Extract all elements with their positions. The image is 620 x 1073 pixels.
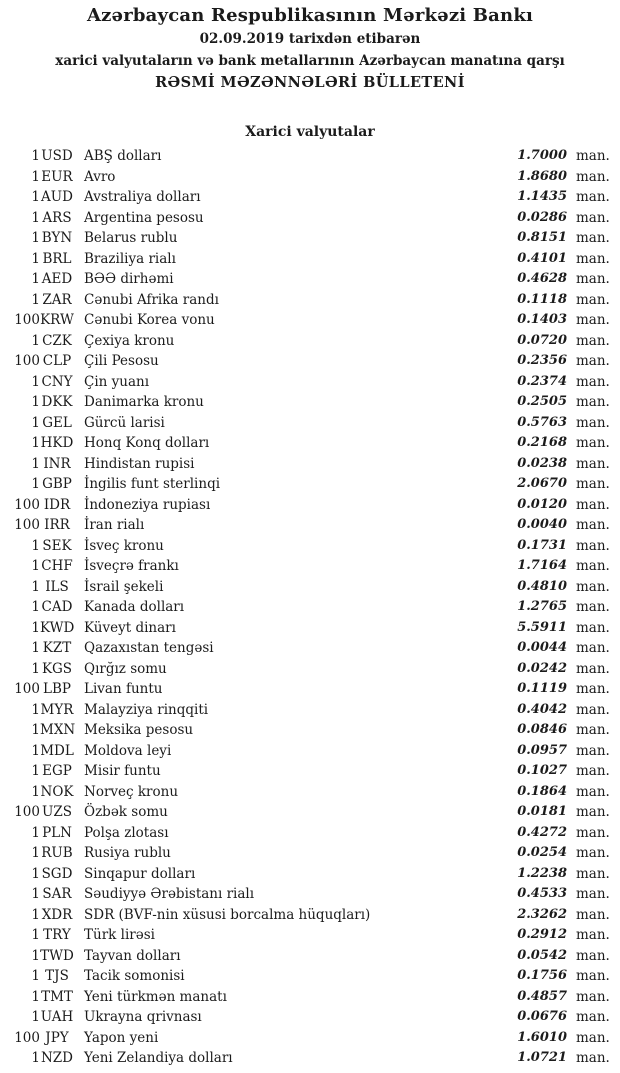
currency-row (0, 351, 620, 372)
section-title-foreign-currencies: Xarici valyutalar (245, 124, 375, 140)
currency-name: İran rialı (84, 517, 145, 533)
page-title: Azərbaycan Respublikasının Mərkəzi Bankı (86, 5, 534, 26)
unit-label: man. (576, 271, 610, 287)
currency-code: IDR (43, 496, 71, 513)
unit-label: man. (576, 722, 610, 738)
rate-value: 0.0238 (517, 455, 567, 471)
currency-row (0, 228, 620, 249)
currency-name: ABŞ dolları (84, 148, 162, 164)
unit-label: man. (576, 824, 610, 841)
currency-code: GEL (42, 414, 72, 431)
rate-value: 1.6010 (517, 1029, 567, 1045)
currency-code: GBP (42, 476, 72, 492)
rate-value: 0.4101 (517, 250, 567, 266)
currency-code: CZK (42, 332, 72, 349)
currency-quantity: 100 (14, 496, 40, 513)
currency-quantity: 1 (31, 701, 40, 718)
unit-label: man. (576, 250, 610, 267)
currency-row (0, 167, 620, 188)
currency-name: Malayziya rinqqiti (84, 701, 209, 718)
currency-quantity: 100 (14, 517, 40, 533)
rate-value: 1.1435 (517, 189, 567, 204)
rate-value: 0.0846 (517, 722, 567, 737)
currency-quantity: 1 (31, 250, 40, 267)
currency-name: Kanada dolları (84, 599, 185, 615)
rate-value: 0.1864 (517, 783, 567, 799)
rate-value: 1.8680 (517, 168, 567, 184)
bulletin-title: RƏSMİ MƏZƏNNƏLƏRİ BÜLLETENİ (155, 74, 465, 91)
unit-label: man. (576, 291, 610, 308)
rate-value: 0.0181 (517, 804, 567, 819)
currency-code: UAH (40, 1009, 74, 1025)
unit-label: man. (576, 742, 610, 759)
currency-row (0, 515, 620, 536)
rate-value: 1.2238 (517, 865, 567, 881)
currency-row (0, 966, 620, 987)
currency-quantity: 1 (31, 619, 40, 636)
unit-label: man. (576, 209, 610, 226)
currency-quantity: 1 (31, 168, 40, 185)
currency-quantity: 1 (31, 332, 40, 349)
currency-quantity: 1 (31, 640, 40, 656)
currency-name: Hindistan rupisi (84, 455, 195, 472)
currency-code: HKD (40, 435, 74, 451)
unit-label: man. (576, 1029, 610, 1046)
currency-name: Qazaxıstan tengəsi (84, 640, 214, 656)
currency-code: IRR (44, 517, 70, 533)
currency-code: USD (41, 148, 73, 164)
unit-label: man. (576, 558, 610, 574)
currency-quantity: 1 (31, 189, 40, 205)
rate-value: 0.4628 (517, 271, 567, 286)
currency-code: DKK (41, 394, 73, 410)
unit-label: man. (576, 394, 610, 410)
unit-label: man. (576, 1050, 610, 1066)
unit-label: man. (576, 906, 610, 923)
currency-name: Livan funtu (84, 681, 163, 697)
currency-quantity: 100 (14, 312, 40, 328)
unit-label: man. (576, 476, 610, 492)
currency-row (0, 659, 620, 680)
rate-value: 0.8151 (517, 230, 567, 245)
unit-label: man. (576, 927, 610, 943)
currency-row (0, 1007, 620, 1028)
currency-name: İndoneziya rupiası (84, 496, 211, 513)
currency-row (0, 454, 620, 475)
currency-name: Braziliya rialı (84, 250, 176, 267)
currency-quantity: 1 (31, 435, 40, 451)
rate-value: 0.0676 (517, 1009, 567, 1024)
currency-name: Gürcü larisi (84, 414, 165, 431)
currency-code: XDR (41, 906, 73, 923)
currency-code: TMT (41, 988, 73, 1005)
unit-label: man. (576, 373, 610, 390)
rate-value: 1.2765 (517, 599, 567, 614)
rate-value: 1.7000 (517, 148, 567, 163)
unit-label: man. (576, 599, 610, 615)
currency-name: Avstraliya dolları (84, 189, 201, 205)
currency-quantity: 1 (31, 906, 40, 923)
currency-code: CAD (41, 599, 73, 615)
unit-label: man. (576, 148, 610, 164)
unit-label: man. (576, 783, 610, 800)
currency-code: LBP (43, 681, 71, 697)
currency-quantity: 1 (31, 558, 40, 574)
currency-code: SAR (42, 886, 72, 902)
unit-label: man. (576, 865, 610, 882)
rate-value: 0.0044 (517, 640, 567, 655)
unit-label: man. (576, 660, 610, 677)
currency-row (0, 413, 620, 434)
currency-name: Yapon yeni (84, 1029, 159, 1046)
currency-quantity: 1 (31, 824, 40, 841)
currency-row (0, 187, 620, 208)
currency-quantity: 1 (31, 742, 40, 759)
currency-row (0, 269, 620, 290)
currency-code: ILS (45, 578, 69, 595)
rate-value: 0.0040 (517, 517, 567, 532)
unit-label: man. (576, 947, 610, 964)
currency-code: EGP (42, 763, 72, 779)
currency-row (0, 290, 620, 311)
currency-name: İsveçrə frankı (84, 558, 179, 574)
currency-name: BƏƏ dirhəmi (84, 271, 174, 287)
currency-name: Səudiyyə Ərəbistanı rialı (84, 886, 255, 902)
currency-code: RUB (41, 845, 73, 861)
rate-value: 0.1119 (517, 681, 567, 696)
unit-label: man. (576, 804, 610, 820)
unit-label: man. (576, 168, 610, 185)
currency-row (0, 987, 620, 1008)
currency-row (0, 1028, 620, 1049)
rate-value: 0.0720 (517, 332, 567, 348)
currency-row (0, 577, 620, 598)
unit-label: man. (576, 681, 610, 697)
currency-row (0, 802, 620, 823)
currency-name: Argentina pesosu (84, 209, 204, 226)
rate-value: 0.0120 (517, 496, 567, 512)
rate-value: 0.2912 (517, 927, 567, 942)
currency-quantity: 1 (31, 537, 40, 554)
currency-code: CLP (42, 353, 72, 369)
currency-row (0, 556, 620, 577)
currency-quantity: 1 (31, 763, 40, 779)
rate-value: 0.0286 (517, 209, 567, 225)
currency-name: Özbək somu (84, 804, 168, 820)
currency-name: Cənubi Afrika randı (84, 291, 219, 308)
currency-name: Çin yuanı (84, 373, 150, 390)
currency-row (0, 310, 620, 331)
currency-code: ZAR (42, 291, 72, 308)
rate-value: 0.2168 (517, 435, 567, 450)
currency-code: CHF (41, 558, 73, 574)
unit-label: man. (576, 312, 610, 328)
currency-row (0, 700, 620, 721)
currency-row (0, 146, 620, 167)
currency-row (0, 249, 620, 270)
currency-name: Cənubi Korea vonu (84, 312, 215, 328)
currency-row (0, 925, 620, 946)
currency-name: Çili Pesosu (84, 353, 159, 369)
currency-code: SGD (41, 865, 73, 882)
currency-quantity: 1 (31, 230, 40, 246)
currency-name: Ukrayna qrivnası (84, 1009, 202, 1025)
currency-quantity: 1 (31, 291, 40, 308)
rate-value: 0.5763 (517, 414, 567, 430)
currency-name: Norveç kronu (84, 783, 179, 800)
bulletin-header (0, 4, 620, 94)
rate-value: 0.1403 (517, 312, 567, 327)
currency-quantity: 1 (31, 783, 40, 800)
currency-code: AED (41, 271, 73, 287)
currency-name: Honq Konq dolları (84, 435, 210, 451)
currency-name: Moldova leyi (84, 742, 172, 759)
currency-row (0, 638, 620, 659)
currency-row (0, 864, 620, 885)
currency-row (0, 208, 620, 229)
currency-row (0, 433, 620, 454)
subtitle-line: xarici valyutaların və bank metallarının Azərbaycan manatına qarşı (55, 53, 565, 69)
currency-code: MYR (40, 701, 74, 718)
unit-label: man. (576, 496, 610, 513)
currency-code: AUD (41, 189, 73, 205)
unit-label: man. (576, 455, 610, 472)
rate-value: 1.0721 (517, 1050, 567, 1065)
currency-quantity: 1 (31, 414, 40, 431)
unit-label: man. (576, 537, 610, 554)
currency-code: TWD (40, 947, 74, 964)
unit-label: man. (576, 968, 610, 984)
currency-name: İsveç kronu (84, 537, 164, 554)
currency-name: SDR (BVF-nin xüsusi borcalma hüquqları) (84, 906, 371, 923)
rate-value: 0.4533 (517, 886, 567, 901)
unit-label: man. (576, 189, 610, 205)
rate-value: 0.1118 (517, 291, 567, 307)
rate-value: 0.2505 (517, 394, 567, 409)
currency-name: Türk lirəsi (84, 927, 155, 943)
effective-date-line: 02.09.2019 tarixdən etibarən (199, 31, 421, 47)
rate-value: 0.1731 (517, 537, 567, 553)
currency-quantity: 1 (31, 599, 40, 615)
currency-quantity: 1 (31, 865, 40, 882)
rate-value: 0.4857 (517, 988, 567, 1004)
unit-label: man. (576, 845, 610, 861)
currency-row (0, 372, 620, 393)
currency-quantity: 1 (31, 209, 40, 226)
currency-code: KGS (41, 660, 73, 677)
currency-row (0, 782, 620, 803)
unit-label: man. (576, 353, 610, 369)
rate-value: 0.2374 (517, 373, 567, 389)
unit-label: man. (576, 763, 610, 779)
currency-name: Yeni türkmən manatı (84, 988, 227, 1005)
currency-quantity: 1 (31, 271, 40, 287)
currency-code: KRW (40, 312, 74, 328)
rate-value: 2.0670 (517, 476, 567, 491)
currency-code: UZS (41, 804, 72, 820)
currency-name: Qırğız somu (84, 660, 167, 677)
rate-value: 0.4042 (517, 701, 567, 717)
currency-quantity: 1 (31, 476, 40, 492)
rate-value: 0.2356 (517, 353, 567, 368)
rate-value: 0.0542 (517, 947, 567, 963)
currency-quantity: 1 (31, 886, 40, 902)
currency-code: EUR (41, 168, 73, 185)
rate-value: 0.4272 (517, 824, 567, 840)
rate-value: 1.7164 (517, 558, 567, 573)
currency-code: ARS (42, 209, 72, 226)
unit-label: man. (576, 578, 610, 595)
currency-quantity: 100 (14, 804, 40, 820)
currency-row (0, 495, 620, 516)
unit-label: man. (576, 701, 610, 718)
currency-quantity: 100 (14, 353, 40, 369)
currency-name: Tayvan dolları (84, 947, 181, 964)
unit-label: man. (576, 414, 610, 431)
currency-rate-table (0, 146, 620, 1069)
currency-name: Belarus rublu (84, 230, 178, 246)
currency-name: İsrail şekeli (84, 578, 164, 595)
currency-name: Çexiya kronu (84, 332, 175, 349)
currency-name: Tacik somonisi (84, 968, 185, 984)
currency-row (0, 946, 620, 967)
currency-code: KWD (40, 619, 75, 636)
currency-name: Rusiya rublu (84, 845, 171, 861)
currency-name: Danimarka kronu (84, 394, 204, 410)
currency-quantity: 1 (31, 988, 40, 1005)
rate-value: 0.0254 (517, 845, 567, 860)
currency-row (0, 823, 620, 844)
rate-value: 5.5911 (517, 619, 567, 635)
currency-row (0, 741, 620, 762)
currency-code: MXN (40, 722, 76, 738)
currency-name: İngilis funt sterlinqi (84, 476, 221, 492)
currency-quantity: 1 (31, 845, 40, 861)
currency-code: BRL (42, 250, 72, 267)
unit-label: man. (576, 1009, 610, 1025)
currency-code: JPY (45, 1029, 69, 1046)
rate-value: 0.0957 (517, 742, 567, 758)
rate-value: 0.1756 (517, 968, 567, 983)
currency-quantity: 100 (14, 1029, 40, 1046)
currency-quantity: 1 (31, 148, 40, 164)
currency-quantity: 1 (31, 455, 40, 472)
currency-code: CNY (41, 373, 73, 390)
rate-value: 2.3262 (517, 906, 567, 922)
currency-row (0, 679, 620, 700)
unit-label: man. (576, 619, 610, 636)
currency-row (0, 884, 620, 905)
currency-name: Küveyt dinarı (84, 619, 176, 636)
unit-label: man. (576, 517, 610, 533)
currency-code: MDL (40, 742, 74, 759)
unit-label: man. (576, 988, 610, 1005)
currency-row (0, 761, 620, 782)
unit-label: man. (576, 230, 610, 246)
currency-code: BYN (41, 230, 73, 246)
currency-code: NOK (40, 783, 74, 800)
unit-label: man. (576, 332, 610, 349)
currency-row (0, 720, 620, 741)
currency-quantity: 100 (14, 681, 40, 697)
currency-row (0, 1048, 620, 1069)
unit-label: man. (576, 435, 610, 451)
currency-code: TJS (45, 968, 69, 984)
currency-row (0, 536, 620, 557)
currency-code: PLN (42, 824, 72, 841)
currency-quantity: 1 (31, 722, 40, 738)
currency-quantity: 1 (31, 394, 40, 410)
currency-code: TRY (43, 927, 71, 943)
currency-row (0, 905, 620, 926)
currency-row (0, 331, 620, 352)
currency-code: NZD (40, 1050, 74, 1066)
rate-value: 0.0242 (517, 660, 567, 676)
currency-quantity: 1 (31, 1009, 40, 1025)
currency-quantity: 1 (31, 927, 40, 943)
currency-quantity: 1 (31, 373, 40, 390)
currency-code: SEK (42, 537, 72, 554)
currency-code: KZT (42, 640, 72, 656)
currency-row (0, 843, 620, 864)
currency-name: Polşa zlotası (84, 824, 169, 841)
currency-name: Avro (84, 168, 116, 185)
currency-row (0, 597, 620, 618)
currency-quantity: 1 (31, 968, 40, 984)
unit-label: man. (576, 886, 610, 902)
rate-value: 0.1027 (517, 763, 567, 778)
currency-quantity: 1 (31, 1050, 40, 1066)
currency-name: Meksika pesosu (84, 722, 194, 738)
currency-quantity: 1 (31, 660, 40, 677)
currency-quantity: 1 (31, 947, 40, 964)
currency-code: INR (43, 455, 71, 472)
currency-name: Misir funtu (84, 763, 161, 779)
currency-name: Sinqapur dolları (84, 865, 196, 882)
rate-value: 0.4810 (517, 578, 567, 594)
currency-quantity: 1 (31, 578, 40, 595)
currency-name: Yeni Zelandiya dolları (84, 1050, 233, 1066)
currency-row (0, 474, 620, 495)
unit-label: man. (576, 640, 610, 656)
currency-row (0, 618, 620, 639)
currency-row (0, 392, 620, 413)
